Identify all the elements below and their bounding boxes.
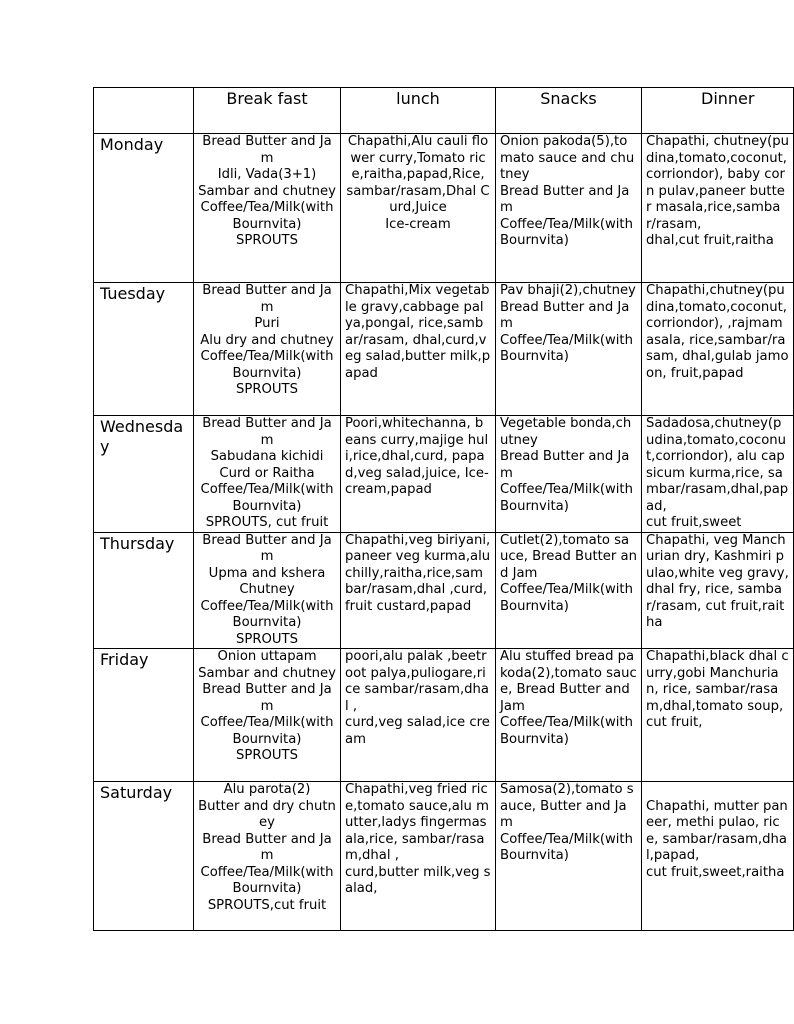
dinner-cell: Sadadosa,chutney(pudina,tomato,coconut,corriondor), alu capsicum kurma,rice, sambar/rasam,dhal,papad, cut fruit,sweet [642, 416, 794, 533]
breakfast-cell: Onion uttapam Sambar and chutney Bread Butter and Jam Coffee/Tea/Milk(with Bournvita) SPROUTS [194, 649, 341, 782]
snacks-cell: Pav bhaji(2),chutney Bread Butter and Jam Coffee/Tea/Milk(with Bournvita) [496, 283, 642, 416]
table-row [94, 649, 794, 782]
header-lunch: lunch [341, 88, 496, 134]
breakfast-cell: Alu parota(2) Butter and dry chutney Bread Butter and Jam Coffee/Tea/Milk(with Bournvita) SPROUTS,cut fruit [194, 782, 341, 931]
snacks-cell: Samosa(2),tomato sauce, Butter and Jam Coffee/Tea/Milk(with Bournvita) [496, 782, 642, 931]
header-dinner: Dinner [642, 88, 794, 134]
day-label: Wednesday [94, 416, 194, 533]
header-breakfast: Break fast [194, 88, 341, 134]
lunch-cell: Chapathi,veg fried rice,tomato sauce,alu mutter,ladys fingermasala,rice, sambar/rasam,dhal , curd,butter milk,veg salad, [341, 782, 496, 931]
table-row [94, 416, 794, 533]
day-label: Monday [94, 134, 194, 283]
dinner-cell: Chapathi, chutney(pudina,tomato,coconut,corriondor), baby corn pulav,paneer butter masala,rice,sambar/rasam, dhal,cut fruit,raitha [642, 134, 794, 283]
table-row [94, 134, 794, 283]
breakfast-cell: Bread Butter and Jam Upma and kshera Chutney Coffee/Tea/Milk(with Bournvita) SPROUTS [194, 532, 341, 649]
day-label: Saturday [94, 782, 194, 931]
lunch-cell: Poori,whitechanna, beans curry,majige huli,rice,dhal,curd, papad,veg salad,juice, Ice-cream,papad [341, 416, 496, 533]
weekly-menu-table [93, 87, 794, 931]
lunch-cell: Chapathi,veg biriyani,paneer veg kurma,alu chilly,raitha,rice,sambar/rasam,dhal ,curd,fruit custard,papad [341, 532, 496, 649]
snacks-cell: Onion pakoda(5),tomato sauce and chutney Bread Butter and Jam Coffee/Tea/Milk(with Bournvita) [496, 134, 642, 283]
dinner-cell: Chapathi, veg Manchurian dry, Kashmiri pulao,white veg gravy, dhal fry, rice, sambar/rasam, cut fruit,raitha [642, 532, 794, 649]
day-label: Friday [94, 649, 194, 782]
dinner-cell: Chapathi, mutter paneer, methi pulao, rice, sambar/rasam,dhal,papad, cut fruit,sweet,raitha [642, 782, 794, 931]
table-row [94, 532, 794, 649]
lunch-cell: Chapathi,Alu cauli flower curry,Tomato rice,raitha,papad,Rice, sambar/rasam,Dhal Curd,Juice Ice-cream [341, 134, 496, 283]
snacks-cell: Alu stuffed bread pakoda(2),tomato sauce, Bread Butter and Jam Coffee/Tea/Milk(with Bournvita) [496, 649, 642, 782]
header-corner [94, 88, 194, 134]
breakfast-cell: Bread Butter and Jam Sabudana kichidi Curd or Raitha Coffee/Tea/Milk(with Bournvita) SPROUTS, cut fruit [194, 416, 341, 533]
snacks-cell: Vegetable bonda,chutney Bread Butter and Jam Coffee/Tea/Milk(with Bournvita) [496, 416, 642, 533]
header-snacks: Snacks [496, 88, 642, 134]
dinner-cell: Chapathi,chutney(pudina,tomato,coconut,corriondor), ,rajmamasala, rice,sambar/rasam, dhal,gulab jamoon, fruit,papad [642, 283, 794, 416]
day-label: Tuesday [94, 283, 194, 416]
table-row [94, 782, 794, 931]
header-row [94, 88, 794, 134]
snacks-cell: Cutlet(2),tomato sauce, Bread Butter and Jam Coffee/Tea/Milk(with Bournvita) [496, 532, 642, 649]
day-label: Thursday [94, 532, 194, 649]
breakfast-cell: Bread Butter and Jam Idli, Vada(3+1) Sambar and chutney Coffee/Tea/Milk(with Bournvita) SPROUTS [194, 134, 341, 283]
breakfast-cell: Bread Butter and Jam Puri Alu dry and chutney Coffee/Tea/Milk(with Bournvita) SPROUTS [194, 283, 341, 416]
lunch-cell: poori,alu palak ,beetroot palya,puliogare,rice sambar/rasam,dhal , curd,veg salad,ice cream [341, 649, 496, 782]
lunch-cell: Chapathi,Mix vegetable gravy,cabbage palya,pongal, rice,sambar/rasam, dhal,curd,veg salad,butter milk,papad [341, 283, 496, 416]
table-row [94, 283, 794, 416]
dinner-cell: Chapathi,black dhal curry,gobi Manchurian, rice, sambar/rasam,dhal,tomato soup, cut fruit, [642, 649, 794, 782]
